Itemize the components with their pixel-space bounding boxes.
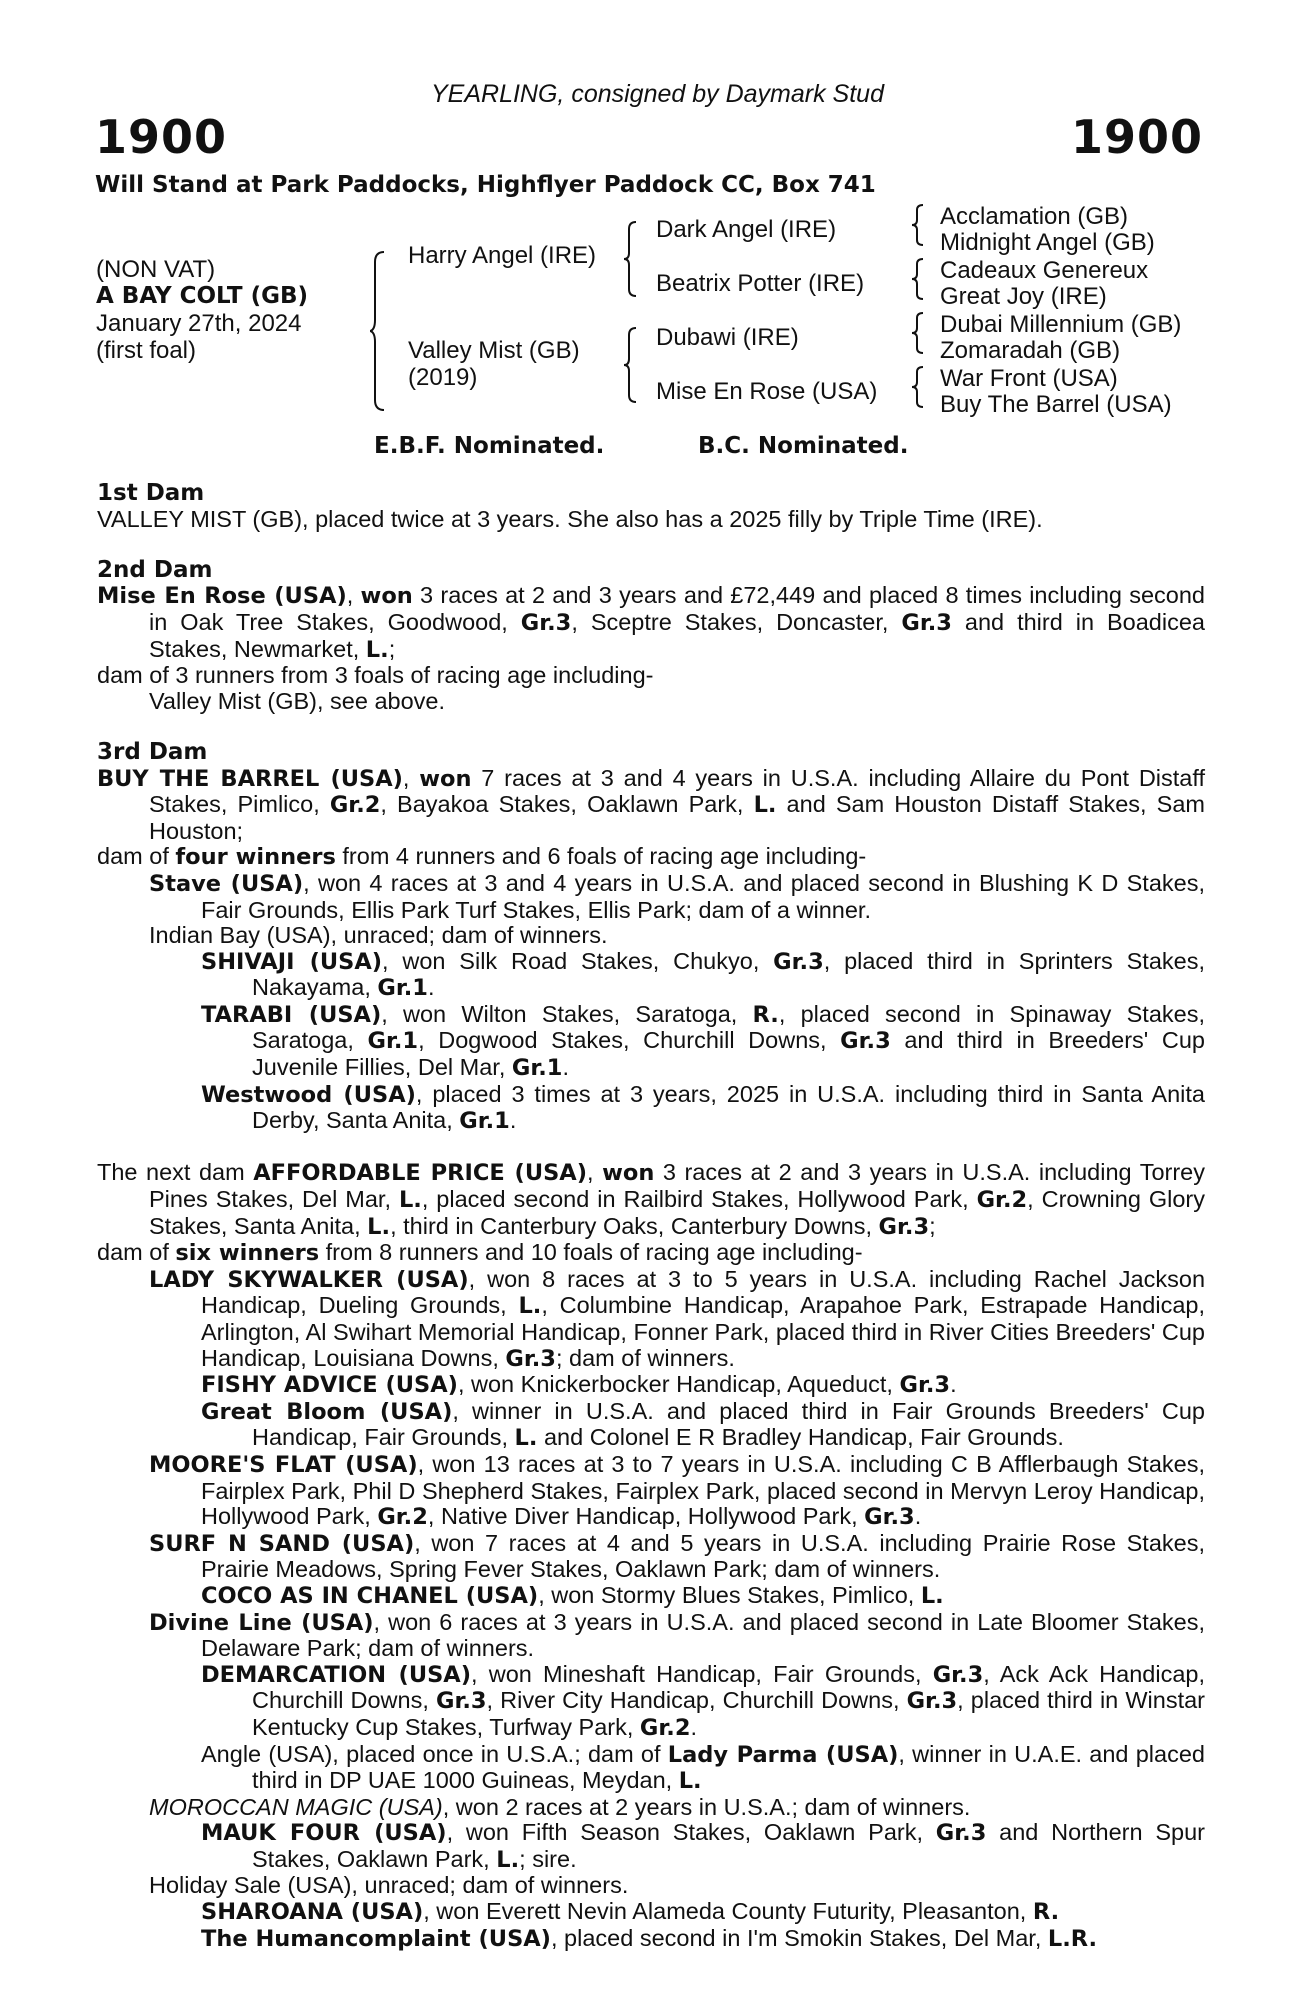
next-dam-entry: The next dam AFFORDABLE PRICE (USA), won 3 races at 2 and 3 years in U.S.A. including Torrey Pines Stakes, Del Mar, L., placed second in Railbird Stakes, Hollywood Park, Gr.2, Crowning Glory Stakes, Santa Anita, L., third in Canterbury Oaks, Canterbury Downs, Gr.3; <box>97 1159 1206 1240</box>
pedigree-ggs-4: Great Joy (IRE) <box>940 283 1107 310</box>
stand-location: Will Stand at Park Paddocks, Highflyer Paddock CC, Box 741 <box>95 172 876 198</box>
produce-moores-flat: MOORE'S FLAT (USA), won 13 races at 3 to 7 years in U.S.A. including C B Afflerbaugh Stakes, Fairplex Park, Phil D Shepherd Stakes, Fairplex Park, placed second in Mervyn Leroy Handicap, Hollywood Park, Gr.2, Native Diver Handicap, Hollywood Park, Gr.3. <box>149 1450 1205 1531</box>
produce-stave: Stave (USA), won 4 races at 3 and 4 years in U.S.A. and placed second in Blushing K D Stakes, Fair Grounds, Ellis Park Turf Stakes, Ellis Park; dam of a winner. <box>149 869 1206 923</box>
vat-status: (NON VAT) <box>96 256 216 283</box>
horse-name: Mise En Rose (USA) <box>97 583 347 610</box>
pedigree-dam-sire: Dubawi (IRE) <box>656 324 799 351</box>
pedigree-dam-dam: Mise En Rose (USA) <box>656 378 878 405</box>
pedigree-brace-sire <box>624 220 642 298</box>
won-label: won <box>360 583 413 610</box>
horse-foal-note: (first foal) <box>96 337 197 364</box>
second-dam-entry: Mise En Rose (USA), won 3 races at 2 and 3 years and £72,449 and placed 8 times including second in Oak Tree Stakes, Goodwood, Gr.3, Sceptre Stakes, Doncaster, Gr.3 and third in Boadicea Stakes, Newmarket, L.; <box>97 582 1205 663</box>
produce-great-bloom: Great Bloom (USA), winner in U.S.A. and placed third in Fair Grounds Breeders' Cup Handicap, Fair Grounds, L. and Colonel E R Bradley Handicap, Fair Grounds. <box>201 1397 1205 1452</box>
pedigree-brace-dam <box>624 326 642 404</box>
pedigree-sire-sire: Dark Angel (IRE) <box>656 216 837 243</box>
pedigree-brace-ss <box>912 203 928 247</box>
ebf-nomination: E.B.F. Nominated. <box>374 433 605 459</box>
pedigree-ggs-5: Dubai Millennium (GB) <box>940 311 1182 338</box>
produce-humancomplaint: The Humancomplaint (USA), placed second in I'm Smokin Stakes, Del Mar, L.R. <box>201 1924 1098 1952</box>
pedigree-brace-sd <box>912 257 928 301</box>
produce-angle: Angle (USA), placed once in U.S.A.; dam of Lady Parma (USA), winner in U.A.E. and placed third in DP UAE 1000 Guineas, Meydan, L. <box>201 1740 1205 1795</box>
catalogue-subtitle: YEARLING, consigned by Daymark Stud <box>431 80 884 108</box>
produce-moroccan-magic: MOROCCAN MAGIC (USA), won 2 races at 2 years in U.S.A.; dam of winners. <box>149 1793 971 1820</box>
pedigree-ggs-2: Midnight Angel (GB) <box>940 229 1155 256</box>
produce-shivaji: SHIVAJI (USA), won Silk Road Stakes, Chukyo, Gr.3, placed third in Sprinters Stakes, Nakayama, Gr.1. <box>201 947 1205 1002</box>
produce-tarabi: TARABI (USA), won Wilton Stakes, Saratoga, R., placed second in Spinaway Stakes, Saratoga, Gr.1, Dogwood Stakes, Churchill Downs, Gr.3 and third in Breeders' Cup Juvenile Fillies, Del Mar, Gr.1. <box>201 1000 1206 1082</box>
produce-lady-skywalker: LADY SKYWALKER (USA), won 8 races at 3 to 5 years in U.S.A. including Rachel Jackson Handicap, Dueling Grounds, L., Columbine Handicap, Arapahoe Park, Estrapade Handicap, Arlington, Al Swihart Memorial Handicap, Fonner Park, placed third in River Cities Breeders' Cup Handicap, Louisiana Downs, Gr.3; dam of winners. <box>149 1265 1206 1372</box>
produce-mauk-four: MAUK FOUR (USA), won Fifth Season Stakes, Oaklawn Park, Gr.3 and Northern Spur Stakes, Oaklawn Park, L.; sire. <box>201 1819 1206 1873</box>
pedigree-dam-year: (2019) <box>408 364 478 391</box>
produce-fishy-advice: FISHY ADVICE (USA), won Knickerbocker Handicap, Aqueduct, Gr.3. <box>201 1371 957 1399</box>
pedigree-ggs-3: Cadeaux Genereux <box>940 257 1149 284</box>
pedigree-brace-dd <box>912 365 928 409</box>
produce-sharoana: SHAROANA (USA), won Everett Nevin Alameda County Futurity, Pleasanton, R. <box>201 1898 1060 1926</box>
third-dam-entry: BUY THE BARREL (USA), won 7 races at 3 and 4 years in U.S.A. including Allaire du Pont Distaff Stakes, Pimlico, Gr.2, Bayakoa Stakes, Oaklawn Park, L. and Sam Houston Distaff Stakes, Sam Houston; <box>97 764 1205 844</box>
horse-name: A BAY COLT (GB) <box>96 283 309 309</box>
bc-nomination: B.C. Nominated. <box>698 433 909 459</box>
first-dam-text: VALLEY MIST (GB), placed twice at 3 years. She also has a 2025 filly by Triple Time (IRE). <box>97 505 1043 532</box>
lot-number-left: 1900 <box>95 110 228 164</box>
pedigree-ggs-1: Acclamation (GB) <box>940 203 1129 230</box>
pedigree-sire: Harry Angel (IRE) <box>408 242 597 269</box>
pedigree-brace-ds <box>912 311 928 355</box>
produce-coco-as-in-chanel: COCO AS IN CHANEL (USA), won Stormy Blues Stakes, Pimlico, L. <box>201 1581 944 1609</box>
second-dam-child: Valley Mist (GB), see above. <box>149 687 446 714</box>
produce-demarcation: DEMARCATION (USA), won Mineshaft Handicap, Fair Grounds, Gr.3, Ack Ack Handicap, Churchill Downs, Gr.3, River City Handicap, Churchill Downs, Gr.3, placed third in Winstar Kentucky Cup Stakes, Turfway Park, Gr.2. <box>201 1660 1205 1741</box>
produce-record <box>97 481 1205 1952</box>
lot-number-right: 1900 <box>1070 110 1203 164</box>
third-dam-produce: dam of four winners from 4 runners and 6 foals of racing age including- <box>97 843 867 871</box>
horse-dob: January 27th, 2024 <box>96 310 302 337</box>
produce-surf-n-sand: SURF N SAND (USA), won 7 races at 4 and 5 years in U.S.A. including Prairie Rose Stakes, Prairie Meadows, Spring Fever Stakes, Oaklawn Park; dam of winners. <box>149 1529 1205 1583</box>
pedigree-brace-main <box>370 250 390 412</box>
produce-indian-bay: Indian Bay (USA), unraced; dam of winners. <box>149 922 608 949</box>
pedigree-dam: Valley Mist (GB) <box>408 337 580 364</box>
produce-divine-line: Divine Line (USA), won 6 races at 3 years in U.S.A. and placed second in Late Bloomer Stakes, Delaware Park; dam of winners. <box>149 1608 1205 1662</box>
third-dam-title: 3rd Dam <box>97 738 208 765</box>
horse-name: BUY THE BARREL (USA) <box>97 765 403 792</box>
pedigree-ggs-6: Zomaradah (GB) <box>940 337 1121 364</box>
next-dam-produce: dam of six winners from 8 runners and 10 foals of racing age including- <box>97 1239 863 1267</box>
pedigree-ggs-7: War Front (USA) <box>940 365 1118 392</box>
pedigree-ggs-8: Buy The Barrel (USA) <box>940 391 1172 418</box>
second-dam-title: 2nd Dam <box>97 556 213 583</box>
pedigree-sire-dam: Beatrix Potter (IRE) <box>656 270 865 297</box>
produce-holiday-sale: Holiday Sale (USA), unraced; dam of winners. <box>149 1872 629 1899</box>
second-dam-produce: dam of 3 runners from 3 foals of racing age including- <box>97 662 654 689</box>
produce-westwood: Westwood (USA), placed 3 times at 3 years, 2025 in U.S.A. including third in Santa Anita Derby, Santa Anita, Gr.1. <box>201 1080 1205 1135</box>
first-dam-title: 1st Dam <box>97 480 205 506</box>
